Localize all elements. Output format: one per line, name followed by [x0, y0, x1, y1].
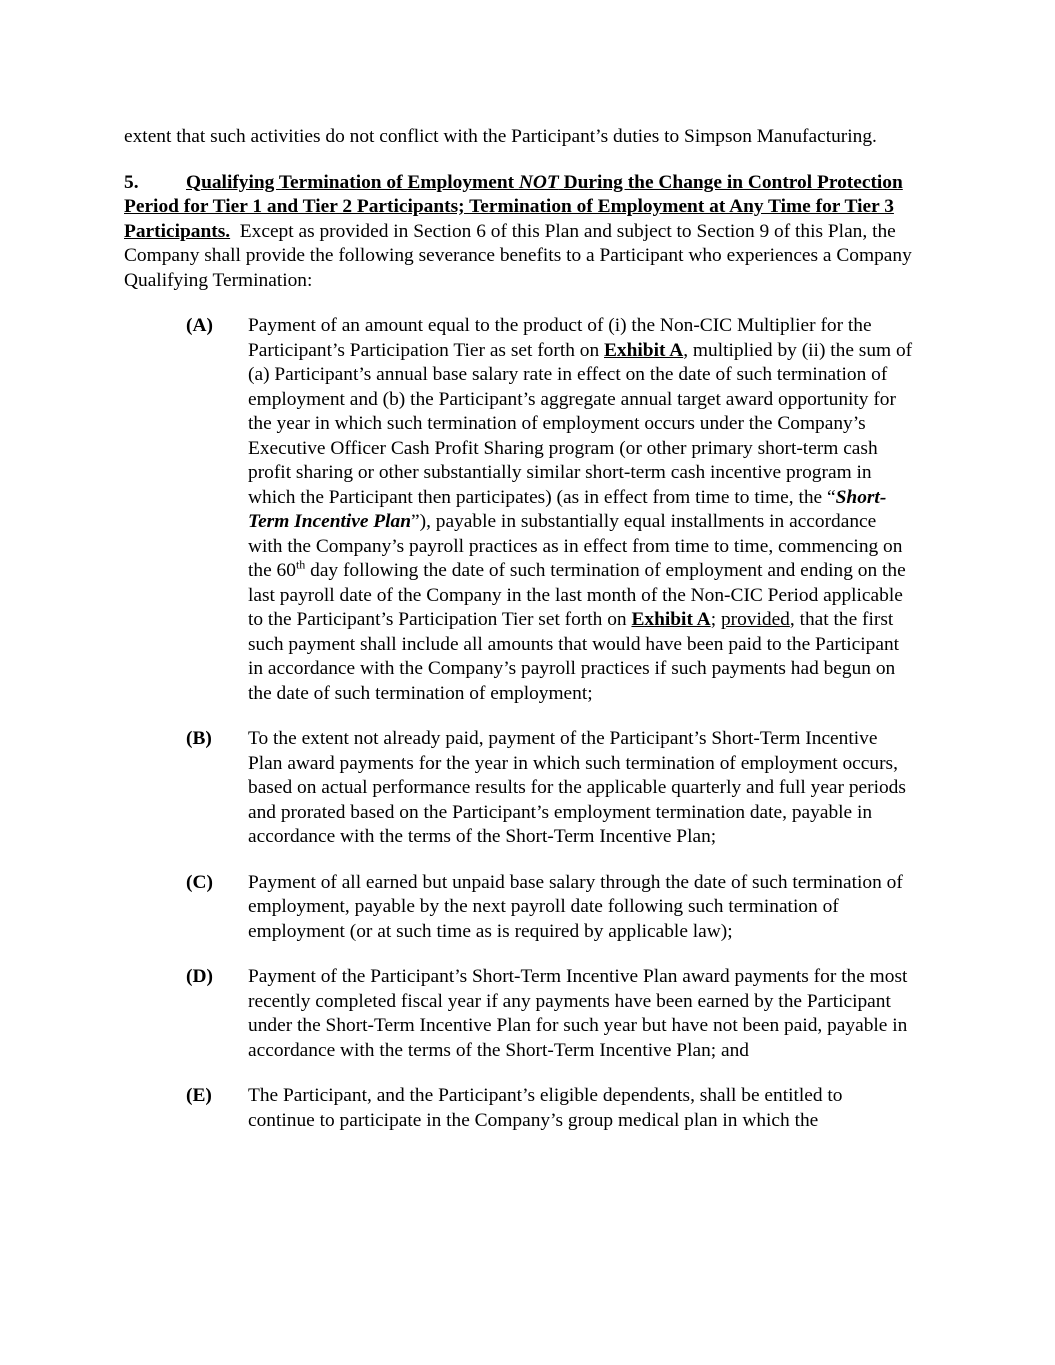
section-heading-part-1: Qualifying Termination of Employment — [186, 171, 519, 193]
section-number: 5. — [124, 171, 139, 193]
list-item-e — [124, 1084, 914, 1133]
item-label-a: (A) — [186, 315, 213, 336]
item-a-text-4: day following the date of such termination of employment and ending on the last payroll date of the Company in the last month of the Non-CIC Period applicable to the Participant’s Participation Tier set forth on — [248, 560, 906, 630]
item-label-c: (C) — [186, 871, 213, 893]
section-heading-part-2: During the Change in Control Protection Period for Tier 1 and Tier 2 Participants; Termination of Employment at Any Time for Tier 3 Participants. — [124, 171, 903, 242]
exhibit-a-reference-1: Exhibit A — [604, 339, 684, 361]
item-text-e: The Participant, and the Participant’s eligible dependents, shall be entitled to continue to participate in the Company’s group medical plan in which the — [248, 1085, 843, 1131]
item-text-a — [248, 314, 914, 706]
item-text-c: Payment of all earned but unpaid base salary through the date of such termination of employment, payable by the next payroll date following such termination of employment (or at such time as is required by applicable law); — [248, 871, 903, 942]
ordinal-suffix: th — [295, 557, 306, 572]
list-item-d — [124, 965, 914, 1063]
item-a-text-1: Payment of an amount equal to the product of (i) the Non-CIC Multiplier for the Participant’s Participation Tier as set forth on — [248, 315, 872, 361]
item-label-b: (B) — [186, 728, 212, 749]
item-a-text-3: ”), payable in substantially equal installments in accordance with the Company’s payroll practices as in effect from time to time, commencing on the 60 — [248, 511, 903, 581]
list-item-c — [124, 871, 914, 945]
list-item-a — [124, 314, 914, 706]
item-label-d: (D) — [186, 966, 213, 987]
item-a-text-5: ; — [710, 609, 721, 630]
section-5-paragraph — [124, 171, 917, 294]
document-page — [124, 125, 917, 1154]
item-text-b: To the extent not already paid, payment of the Participant’s Short-Term Incentive Plan award payments for the year in which such termination of employment occurs, based on actual performance results for the applicable quarterly and full year periods and prorated based on the Participant’s employment termination date, payable in accordance with the terms of the Short-Term Incentive Plan; — [248, 728, 906, 847]
item-text-d: Payment of the Participant’s Short-Term Incentive Plan award payments for the most recently completed fiscal year if any payments have been earned by the Participant under the Short-Term Incentive Plan for such year but have not been paid, payable in accordance with the terms of the Short-Term Incentive Plan; and — [248, 966, 908, 1061]
section-body: Except as provided in Section 6 of this Plan and subject to Section 9 of this Plan, the Company shall provide the following severance benefits to a Participant who experiences a Company Qualifying Termination: — [124, 220, 917, 291]
item-a-text-2: , multiplied by (ii) the sum of (a) Participant’s annual base salary rate in effect on the date of such termination of employment and (b) the Participant’s aggregate annual target award opportunity for the year in which such termination of employment occurs under the Company’s Executive Officer Cash Profit Sharing program (or other primary short-term cash profit sharing or other substantially similar short-term cash incentive program in which the Participant then participates) (as in effect from time to time, the “ — [248, 339, 913, 508]
list-item-b — [124, 727, 914, 850]
short-term-incentive-plan-term: Short-Term Incentive Plan — [248, 486, 887, 532]
item-a-text-6: , that the first such payment shall include all amounts that would have been paid to the Participant in accordance with the Company’s payroll practices if such payments had begun on the date of such termination of employment; — [248, 609, 900, 704]
continuation-paragraph: extent that such activities do not conflict with the Participant’s duties to Simpson Manufacturing. — [124, 126, 877, 147]
item-label-e: (E) — [186, 1085, 212, 1106]
provided-term: provided — [720, 609, 790, 630]
exhibit-a-reference-2: Exhibit A — [631, 609, 711, 630]
section-heading-not: NOT — [518, 171, 559, 193]
